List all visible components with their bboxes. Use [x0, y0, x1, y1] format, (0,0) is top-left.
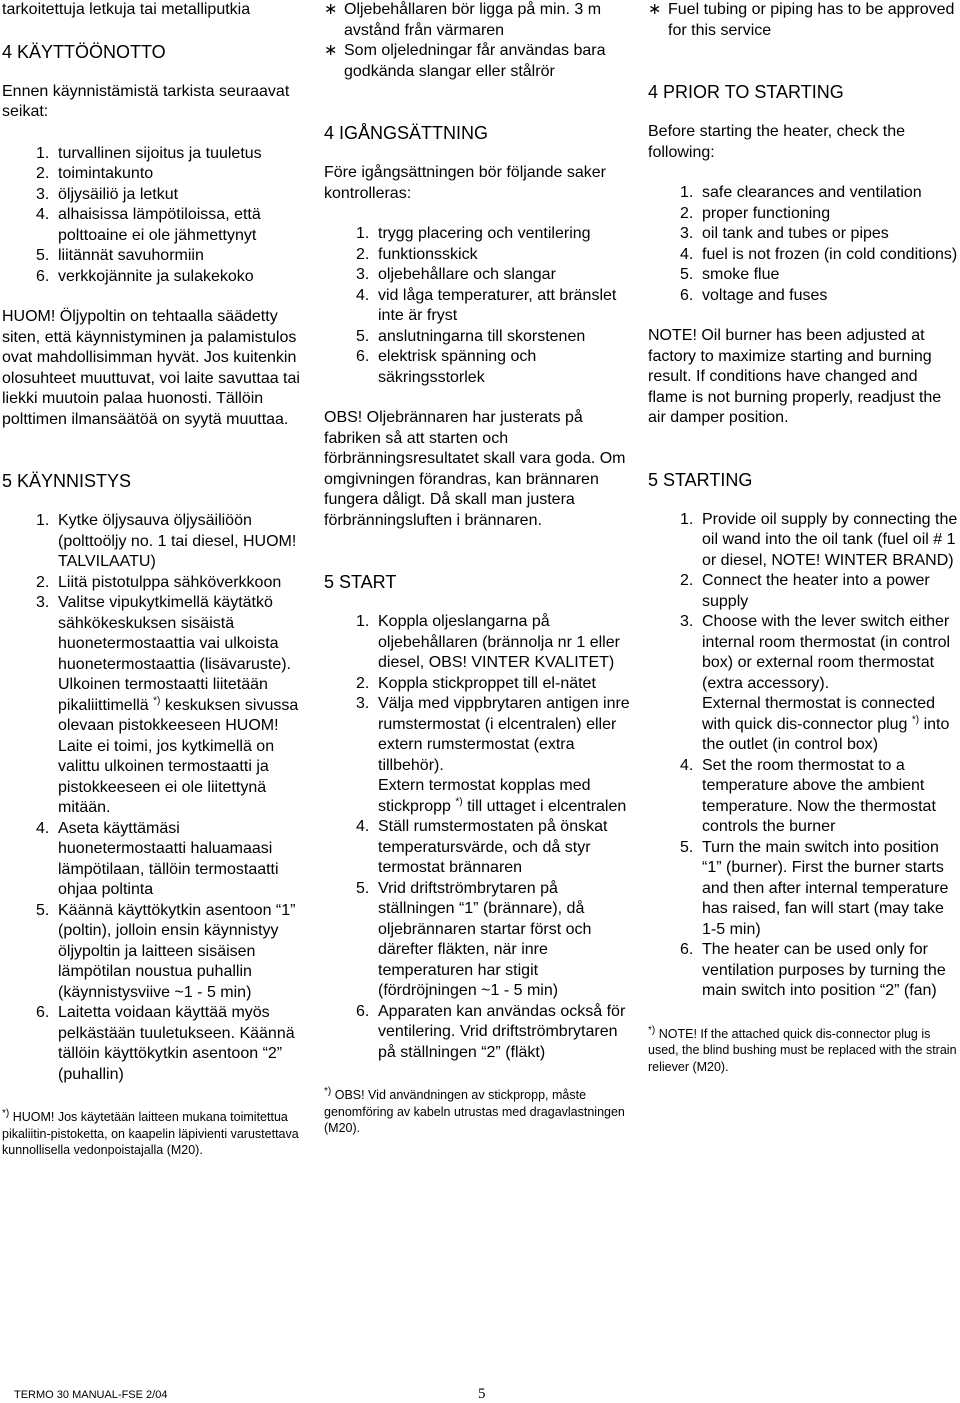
note-paragraph: NOTE! Oil burner has been adjusted at factory to maximize starting and burning result. If conditions have changed and flame is not burning properly, readjust the air damper position.	[648, 327, 942, 426]
list-item: 5. smoke flue	[680, 266, 780, 283]
startup-steps	[2, 511, 307, 1085]
list-item: 6. elektrisk spänning och säkringsstorlek	[356, 348, 537, 386]
warning-paragraph: HUOM! Öljypoltin on tehtaalla säädetty siten, että käynnistyminen ja palamistulos ovat mahdollisimman hyvät. Jos kuitenkin olosuhteet muuttuvat, voi laite savuttaa tai liekki muutoin palaa huonosti. Tällöin polttimen ilmansäätöä on syytä muuttaa.	[2, 308, 300, 428]
list-item: 2. Liitä pistotulppa sähköverkkoon	[36, 573, 282, 591]
list-item: 5. anslutningarna till skorstenen	[356, 327, 586, 345]
bullet-list	[648, 0, 958, 41]
list-item: ∗ Som oljeledningar får användas bara godkända slangar eller stålrör	[324, 42, 606, 80]
list-item: 2. funktionsskick	[356, 245, 478, 263]
list-item: 4. Ställ rumstermostaten på önskat temperatursvärde, och då styr termostat brännaren	[356, 818, 608, 876]
list-item: 2. toimintakunto	[36, 165, 154, 182]
list-item: 1. safe clearances and ventilation	[680, 184, 922, 201]
list-item: 1. Provide oil supply by connecting the oil wand into the oil tank (fuel oil # 1 or diesel, NOTE! WINTER BRAND)	[680, 510, 958, 569]
list-item: 4. alhaisissa lämpötiloissa, että polttoaine ei ole jähmettynyt	[36, 206, 261, 244]
section-heading-4: 4 KÄYTTÖÖNOTTO	[2, 41, 166, 62]
check-intro: Före igångsättningen bör följande saker kontrolleras:	[324, 164, 606, 202]
list-item: 4. Aseta käyttämäsi huonetermostaatti haluamaasi lämpötilaan, tällöin termostaatti ohjaa poltinta	[36, 819, 279, 898]
list-item: 6. Laitetta voidaan käyttää myös pelkästään tuuletukseen. Käännä tällöin käyttökytkin asentoon “2” (puhallin)	[36, 1004, 295, 1083]
list-item: 5. Turn the main switch into position “1” (burner). First the burner starts and then after internal temperature has raised, fan will start (may take 1-5 min)	[680, 838, 949, 938]
startup-steps	[648, 510, 958, 1002]
list-item: 2. Koppla stickproppet till el-nätet	[356, 674, 596, 692]
list-item: 1. Koppla oljeslangarna på oljebehållaren (brännolja nr 1 eller diesel, OBS! VINTER KVALITET)	[356, 613, 620, 671]
list-item: ∗ Fuel tubing or piping has to be approved for this service	[648, 1, 955, 39]
list-item: 6. The heater can be used only for ventilation purposes by turning the main switch into position “2” (fan)	[680, 941, 946, 999]
startup-steps	[324, 612, 636, 1063]
page-number: 5	[478, 1386, 486, 1402]
column-finnish	[2, 0, 307, 1159]
list-item: 3. Choose with the lever switch either internal room thermostat (in control box) or external room thermostat (extra accessory). External thermostat is connected with quick dis-connector plug *) into the outlet (in control box)	[680, 613, 951, 753]
obs-paragraph: OBS! Oljebrännaren har justerats på fabriken så att starten och förbränningsresultatet skall vara goda. Om omgivningen förandras, kan brännaren fungera dåligt. Då skall man justera förbränningsluften i brännaren.	[324, 409, 626, 529]
footnote: *) OBS! Vid användningen av stickpropp, måste genomföring av kabeln utrustas med dragavlastningen (M20).	[324, 1085, 625, 1135]
list-item: 1. Kytke öljysauva öljysäiliöön (polttoöljy no. 1 tai diesel, HUOM! TALVILAATU)	[36, 512, 297, 570]
list-item: 2. Connect the heater into a power supply	[680, 572, 930, 610]
footnote: *) NOTE! If the attached quick dis-connector plug is used, the blind bushing must be replaced with the strain reliever (M20).	[648, 1024, 957, 1074]
section-heading-5: 5 KÄYNNISTYS	[2, 471, 132, 491]
section-heading-5: 5 STARTING	[648, 469, 753, 490]
footer-document-id: TERMO 30 MANUAL-FSE 2/04	[14, 1389, 168, 1401]
column-english	[648, 0, 958, 1075]
list-item: 5. Vrid driftströmbrytaren på ställningen “1” (brännare), då oljebrännaren startar först och därefter fläkten, när inre temperaturen har stigit (fördröjningen ~1 - 5 min)	[356, 879, 592, 999]
bullet-list	[324, 0, 636, 82]
list-item: 5. Käännä käyttökytkin asentoon “1” (poltin), jolloin ensin käynnistyy öljypoltin ja laitteen sisäisen lämpötilan noustua puhallin (käynnistysviive ~1 - 5 min)	[36, 901, 296, 1001]
list-item: 1. turvallinen sijoitus ja tuuletus	[36, 144, 262, 162]
check-list	[648, 183, 958, 306]
footnote: *) HUOM! Jos käytetään laitteen mukana toimitettua pikaliitin-pistoketta, on kaapelin läpivienti varustettava kunnollisella vedonpoistajalla (M20).	[2, 1107, 299, 1157]
check-list	[2, 144, 307, 288]
section-heading-4: 4 PRIOR TO STARTING	[648, 82, 844, 102]
check-intro: Before starting the heater, check the following:	[648, 123, 906, 161]
list-item: 5. liitännät savuhormiin	[36, 247, 204, 264]
list-item: 3. oil tank and tubes or pipes	[680, 225, 889, 242]
section-heading-4: 4 IGÅNGSÄTTNING	[324, 123, 489, 143]
list-item: 2. proper functioning	[680, 204, 831, 222]
check-list	[324, 224, 636, 388]
list-item: 1. trygg placering och ventilering	[356, 225, 591, 242]
list-item: 6. verkkojännite ja sulakekoko	[36, 267, 254, 285]
intro-text: tarkoitettuja letkuja tai metalliputkia	[2, 1, 251, 18]
list-item: 3. Välja med vippbrytaren antigen inre rumstermostat (i elcentralen) eller extern rumstermostat (extra tillbehör). Extern termostat kopplas med stickpropp *) till uttaget i elcentralen	[356, 695, 630, 815]
column-swedish	[324, 0, 636, 1137]
list-item: 4. fuel is not frozen (in cold conditions)	[680, 245, 958, 263]
check-intro: Ennen käynnistämistä tarkista seuraavat seikat:	[2, 82, 290, 120]
list-item: ∗ Oljebehållaren bör ligga på min. 3 m avstånd från värmaren	[324, 1, 602, 39]
list-item: 3. oljebehållare och slangar	[356, 266, 556, 283]
list-item: 4. Set the room thermostat to a temperature above the ambient temperature. Now the thermostat controls the burner	[680, 756, 936, 835]
list-item: 6. Apparaten kan användas också för ventilering. Vrid driftströmbrytaren på ställningen “2” (fläkt)	[356, 1002, 626, 1061]
list-item: 3. Valitse vipukytkimellä käytätkö sähkökeskuksen sisäistä huonetermostaattia vai ulkoista huonetermostaattia (lisävaruste). Ulkoinen termostaatti liitetään pikaliittimellä *) keskuksen sivussa olevaan pistokkeeseen HUOM! Laite ei toimi, jos kytkimellä on valittu ulkoinen termostaatti ja pistokkeeseen ei ole liitettynä mitään.	[36, 594, 299, 816]
list-item: 6. voltage and fuses	[680, 286, 828, 304]
list-item: 4. vid låga temperaturer, att bränslet inte är fryst	[356, 286, 617, 324]
list-item: 3. öljysäiliö ja letkut	[36, 185, 179, 203]
section-heading-5: 5 START	[324, 572, 397, 592]
